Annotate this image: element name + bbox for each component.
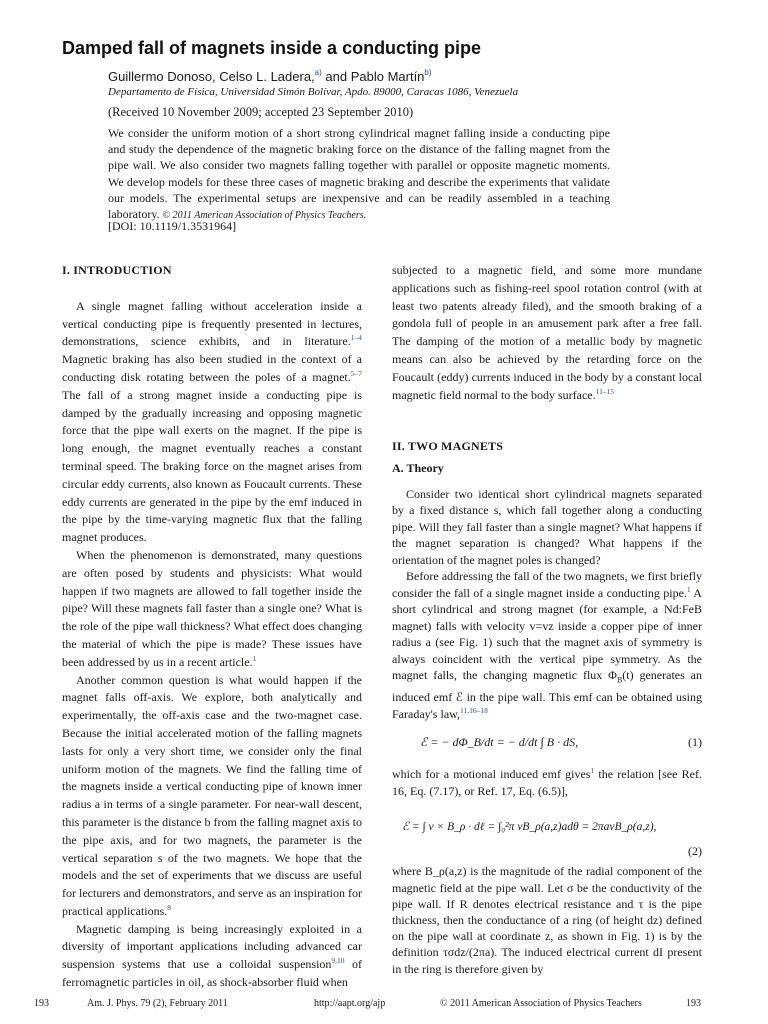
subsection-heading-theory: A. Theory [392,461,444,476]
theory-paragraph-1: Consider two identical short cylindrical magnets separated by a fixed distance s, which fall together along a conducting pipe. Will they fall faster than a single magnet? What happens if the magnet separation is changed? What happens if the orientation of the magnet poles is changed? [392,486,702,567]
equation-1 [392,722,702,766]
text: A short cylindrical and strong magnet (for example, a Nd:FeB magnet) falls with velocity v=vz inside a copper pipe of inner radius a (see Fig. 1) such that the magnet axis of symmetry is always coincident with the vertical pipe symmetry. As the magnet falls, the changing magnetic flux Φ [392,585,702,683]
journal-url[interactable]: http://aapt.org/ajp [314,998,386,1009]
citation-link[interactable]: 8 [167,902,172,912]
right-column [392,262,702,977]
equation-2-body: ℰ = ∫ v × B_ρ · dℓ = ∫₀²π vB_ρ(a,z)adθ = 2πavB_ρ(a,z), [402,821,657,834]
doi[interactable]: [DOI: 10.1119/1.3531964] [108,219,237,233]
authors-part-1: Guillermo Donoso, Celso L. Ladera, [108,69,315,84]
equation-1-body: ℰ = − dΦ_B/dt = − d/dt ∫ B · dS, [420,735,579,750]
section-heading-introduction: I. INTRODUCTION [62,263,172,277]
citation-link[interactable]: 1 [686,584,691,594]
text: (t) generates an induced emf ℰ in the pipe wall. This emf can be obtained using Faraday's law, [392,668,702,721]
citation-link[interactable]: 9,10 [331,956,345,966]
text: Magnetic braking has also been studied in the context of a conducting disk rotating between the poles of a magnet. [62,352,362,384]
author-list [108,68,432,84]
abstract-text: We consider the uniform motion of a short strong cylindrical magnet falling inside a conducting pipe and study the dependence of the magnetic braking force on the distance of the falling magnet from the pipe wall. We also consider two magnets falling together with parallel or opposite magnetic moments. We develop models for these three cases of magnetic braking and describe the experiments that validate our models. The experimental setups are inexpensive and can be readily assembled in a teaching laboratory. [108,126,610,222]
equation-2-number: (2) [688,844,702,859]
theory-paragraph-3 [392,766,702,799]
intro-paragraph-1 [62,298,362,547]
paper-title: Damped fall of magnets inside a conducting pipe [62,38,482,58]
citation-link[interactable]: 1 [590,766,595,776]
citation-link[interactable]: 1 [252,653,257,663]
abstract-copyright: © 2011 American Association of Physics Teachers. [162,210,367,222]
intro-paragraph-2 [62,547,362,672]
affiliation: Departamento de Física, Universidad Simón Bolívar, Apdo. 89000, Caracas 1086, Venezuela [108,86,519,98]
authors-part-2: and Pablo Martín [321,69,425,84]
theory-paragraph-2 [392,568,702,722]
page-number-left: 193 [34,998,49,1009]
intro-paragraph-continued [392,262,702,404]
author-footnote-a[interactable]: a) [314,68,322,77]
text: subjected to a magnetic field, and some more mundane applications such as fishing-reel spool rotation control (with at least two patents already filed), and the smooth braking of a gondola full of people in an amusement park after a free fall. The damping of the motion of a metallic body by magnetic means can also be achieved by the retarding force on the Foucault (eddy) currents induced in the body by a constant local magnetic field normal to the body surface. [392,263,702,402]
citation-link[interactable]: 11,16–18 [460,705,488,715]
text: A single magnet falling without acceleration inside a vertical conducting pipe is frequently presented in lectures, demonstrations, science exhibits, and in literature. [62,298,362,349]
theory-paragraph-4: where B_ρ(a,z) is the magnitude of the radial component of the magnetic field at the pipe wall. Let σ be the conductivity of the pipe wall. If R denotes electrical resistance and τ is the pipe thickness, then the conductance of a ring (of height dz) defined on the pipe wall at coordinate z, as shown in Fig. 1) is by the definition τσdz/(2πa). The induced electrical current dI present in the ring is therefore given by [392,864,702,976]
text: Another common question is what would happen if the magnet falls off-axis. We explore, both analytically and experimentally, the off-axis case and the two-magnet case. Because the initial accelerated motion of the falling magnets lasts for only a very short time, we consider only the final uniform motion of the magnets. We find the falling time of the magnets inside a vertical conducting pipe of known inner radius a in terms of a single parameter. For near-wall descent, this parameter is the distance b from the falling magnet axis to the pipe axis, and for two magnets, the parameter is the vertical separation s of the two magnets. We hope that the models and the set of experiments that we discuss are useful for lecturers and demonstrators, and serve as an inspiration for practical applications. [62,672,362,918]
left-column [62,262,362,992]
text: The fall of a strong magnet inside a conducting pipe is damped by the gradually increasing and opposing magnetic force that the pipe wall exerts on the magnet. If the pipe is long enough, the magnet eventually reaches a constant terminal speed. The braking force on the magnet arises from circular eddy currents, also known as Foucault currents. These eddy currents are generated in the pipe by the emf induced in the pipe by the time-varying magnetic flux that the falling magnet produces. [62,387,362,545]
citation-link[interactable]: 5–7 [350,368,362,378]
footer-copyright: © 2011 American Association of Physics Teachers [440,998,642,1009]
subscript: B [616,675,623,685]
text: When the phenomenon is demonstrated, many questions are often posed by students and physicists: What would happen if two magnets are allowed to fall together inside the pipe? Will these magnets fall faster than a single one? What is the role of the pipe wall thickness? What effect does changing the material of which the pipe is made? These issues have been addressed by us in a recent article. [62,547,362,669]
abstract [108,125,610,224]
page-number-right: 193 [686,998,701,1009]
author-footnote-b[interactable]: b) [424,68,432,77]
text: of ferromagnetic particles in oil, as shock-absorber fluid when [62,957,363,990]
text: which for a motional induced emf gives [392,767,591,782]
text: Magnetic damping is being increasingly exploited in a diversity of important applications including advanced car suspension systems that use a colloidal suspension [62,921,362,972]
section-heading-two-magnets: II. TWO MAGNETS [392,439,504,454]
citation-link[interactable]: 11–15 [595,386,615,396]
text: the relation [see Ref. 16, Eq. (7.17), or Ref. 17, Eq. (6.5)], [392,767,702,798]
text: Before addressing the fall of the two magnets, we first briefly consider the fall of a single magnet inside a conducting pipe. [392,569,702,600]
citation-link[interactable]: 1–4 [350,333,362,343]
journal-citation: Am. J. Phys. 79 (2), February 2011 [87,998,228,1009]
intro-paragraph-3 [62,672,362,921]
equation-2 [392,799,702,863]
intro-paragraph-4 [62,921,362,992]
received-dates: (Received 10 November 2009; accepted 23 September 2010) [108,105,414,119]
equation-1-number: (1) [688,735,702,750]
